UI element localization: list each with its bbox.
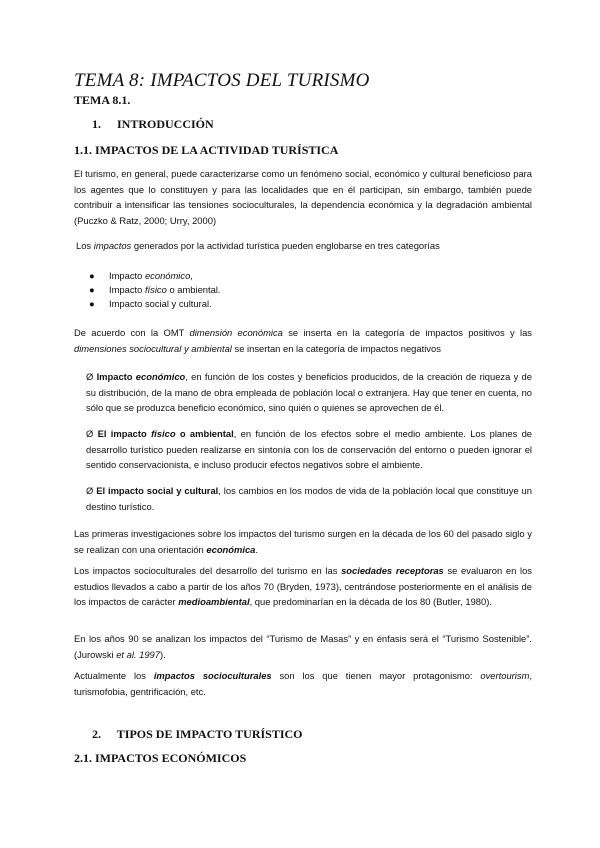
p5-text-a: Los impactos socioculturales del desarrollo del turismo en las [74,565,342,576]
paragraph-6 [74,631,532,662]
impact-social [86,483,532,514]
i2-text-a: El impacto [97,428,152,439]
bullet-3-a: Impacto social y cultural. [109,298,212,309]
p3-text-e: se insertan en la categoría de impactos negativos [231,342,441,354]
paragraph-4 [74,526,532,557]
p6-text-b: et al. 1997 [116,648,160,660]
p6-text-a: En los años 90 se analizan los impactos del “Turismo de Masas” y en énfasis será el “Turismo Sostenible”. (Jurowski [74,633,532,660]
paragraph-1-text: El turismo, en general, puede caracterizarse como un fenómeno social, económico y cultural beneficioso para los agentes que lo constituyen y para las localidades que en él participan, sin embargo, también puede contribuir a intensificar las tensiones socioculturales, la dependencia económica y la degradación ambiental (Puczko & Ratz, 2000; Urry, 2000) [74,168,532,226]
section-1-heading [92,117,214,132]
p3-text-c: se inserta en la categoría de impactos positivos y las [282,327,532,338]
arrow-icon: Ø [86,428,94,439]
p2-text-c: generados por la actividad turística pueden englobarse en tres categorías [131,240,440,251]
section-2-1-heading: 2.1. IMPACTOS ECONÓMICOS [74,751,247,765]
list-item [89,297,221,311]
i1-text-b: económico [135,371,186,382]
section-2-heading [92,727,303,742]
arrow-icon: Ø [86,485,94,496]
p4-text-a: Las primeras investigaciones sobre los impactos del turismo surgen en la década de los 60 del pasado siglo y se realizan con una orientación [74,528,532,555]
section-1-1-heading: 1.1. IMPACTOS DE LA ACTIVIDAD TURÍSTICA [74,143,339,157]
paragraph-5 [74,563,532,610]
section-2-number: 2. [92,727,101,741]
i2-text-d: , en función de los efectos sobre el medio ambiente. Los planes de desarrollo turístico pueden realizarse en sintonía con los de conservación del entorno o pueden ignorar el sentido conservacionista, e incluso producir efectos negativos sobre el ambiente. [86,428,533,470]
page-title: TEMA 8: IMPACTOS DEL TURISMO [74,70,370,91]
i1-text-a: Impacto [96,371,136,382]
impact-physical [86,426,532,473]
i3-text-a: El impacto social y cultural [96,485,219,496]
p5-text-e: , que predominarían en la década de los 80 (Butler, 1980). [249,596,492,607]
p5-text-d: medioambiental [178,596,250,607]
subtitle: TEMA 8.1. [74,93,131,107]
bullet-1-b: económico [144,270,191,281]
i1-text-c: , en función de los costes y beneficios producidos, de la creación de riqueza y de su distribución, de la mano de obra empleada de población local o extranjera. Hay que tener en cuenta, no sólo que se produzca beneficio económico, sino quién o quienes se aprovechen de él. [86,371,532,413]
p7-text-a: Actualmente los [74,670,154,681]
bullet-1-c: , [190,270,193,281]
paragraph-7 [74,668,532,699]
arrow-icon: Ø [86,371,94,382]
p4-text-c: . [255,543,258,555]
paragraph-3 [74,325,532,356]
paragraph-1 [74,166,532,228]
section-1-number: 1. [92,117,101,131]
p7-text-e: , turismofobia, gentrificación, etc. [74,670,532,697]
p7-text-b: impactos socioculturales [153,670,272,681]
p4-text-b: económica [206,543,256,555]
p5-text-c: se evaluaron en los estudios llevados a cabo a partir de los años 70 (Bryden, 1973), centrándose posteriormente en el análisis de los impactos de carácter [74,565,532,607]
section-2-label: TIPOS DE IMPACTO TURÍSTICO [116,727,303,741]
impact-economic [86,369,532,416]
p7-text-c: son los que tienen mayor protagonismo: [271,670,481,681]
list-item [89,283,221,297]
bullet-icon: ● [89,284,95,295]
paragraph-2 [76,238,534,254]
bullet-1-a: Impacto [109,270,145,281]
bullet-2-b: físico [144,284,167,295]
section-1-label: INTRODUCCIÓN [117,117,214,131]
p3-text-a: De acuerdo con la OMT [74,327,190,338]
bullet-2-a: Impacto [109,284,145,295]
p2-text-a: Los [76,240,94,251]
bullet-list [89,269,221,311]
i3-text-b: , los cambios en los modos de vida de la población local que constituye un destino turístico. [86,485,532,512]
bullet-icon: ● [89,270,95,281]
i2-text-b: físico [151,428,176,439]
p3-text-b: dimensión económica [189,327,283,338]
i2-text-c: o ambiental [175,428,234,439]
p3-text-d: dimensiones sociocultural y ambiental [74,342,232,354]
p7-text-d: overtourism [480,670,530,681]
p5-text-b: sociedades receptoras [341,565,444,576]
list-item [89,269,221,283]
bullet-icon: ● [89,298,95,309]
p6-text-c: ). [160,648,166,660]
p2-text-b: impactos [93,240,132,251]
bullet-2-c: o ambiental. [166,284,221,295]
